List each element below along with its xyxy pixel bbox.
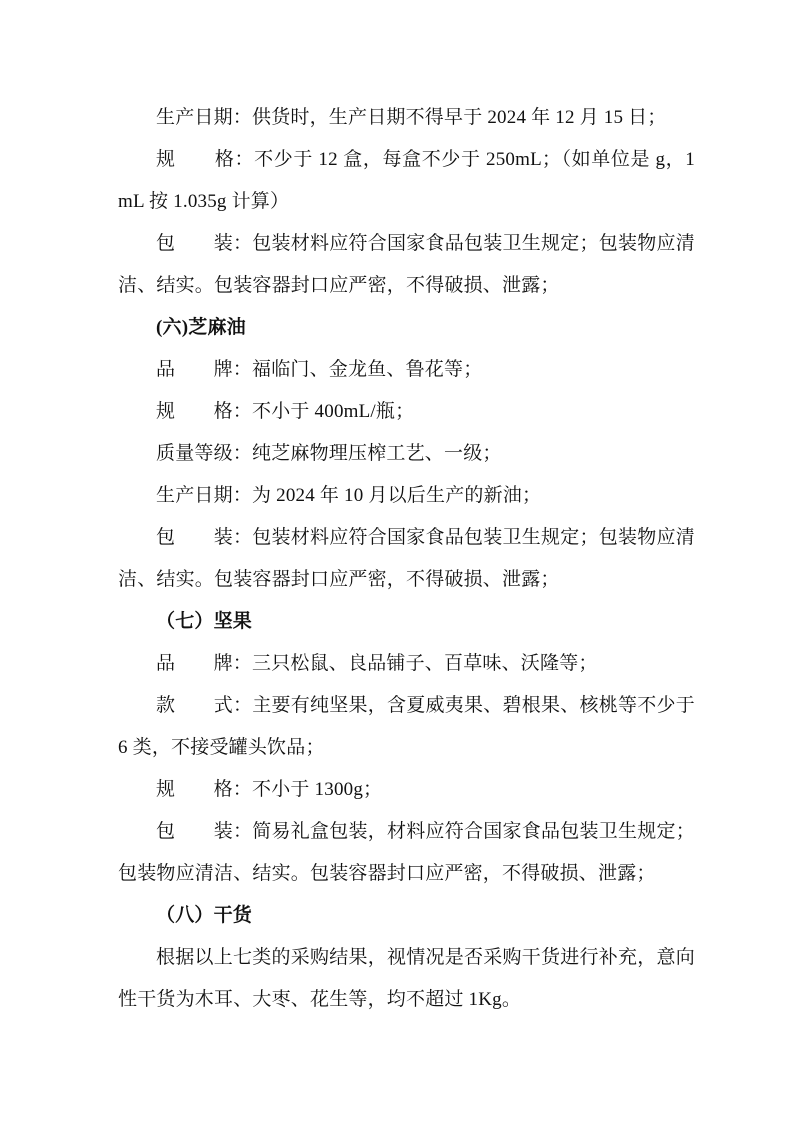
paragraph: 品 牌：三只松鼠、良品铺子、百草味、沃隆等； [156,653,598,674]
paragraph: 生产日期：供货时，生产日期不得早于 2024 年 12 月 15 日； [156,107,667,128]
paragraph: 包 装：简易礼盒包装，材料应符合国家食品包装卫生规定；包装物应清洁、结实。包装容器封口应严密，不得破损、泄露； [118,821,695,884]
paragraph: 规 格：不小于 1300g； [156,779,383,800]
paragraph: 款 式：主要有纯坚果，含夏威夷果、碧根果、核桃等不少于 6 类，不接受罐头饮品； [118,695,695,758]
section-heading: （七）坚果 [156,611,253,632]
paragraph: 规 格：不少于 12 盒，每盒不少于 250mL；（如单位是 g，1mL 按 1.035g 计算） [118,149,695,212]
paragraph: 根据以上七类的采购结果，视情况是否采购干货进行补充，意向性干货为木耳、大枣、花生等，均不超过 1Kg。 [118,947,695,1010]
document-content [118,97,695,1021]
section-heading: （八）干货 [156,905,253,926]
paragraph: 品 牌：福临门、金龙鱼、鲁花等； [156,359,483,380]
paragraph: 包 装：包装材料应符合国家食品包装卫生规定；包装物应清洁、结实。包装容器封口应严密，不得破损、泄露； [118,233,695,296]
paragraph: 生产日期：为 2024 年 10 月以后生产的新油； [156,485,542,506]
paragraph: 包 装：包装材料应符合国家食品包装卫生规定；包装物应清洁、结实。包装容器封口应严密，不得破损、泄露； [118,527,695,590]
paragraph: 质量等级：纯芝麻物理压榨工艺、一级； [156,443,502,464]
section-heading: (六)芝麻油 [156,317,246,338]
paragraph: 规 格：不小于 400mL/瓶； [156,401,415,422]
